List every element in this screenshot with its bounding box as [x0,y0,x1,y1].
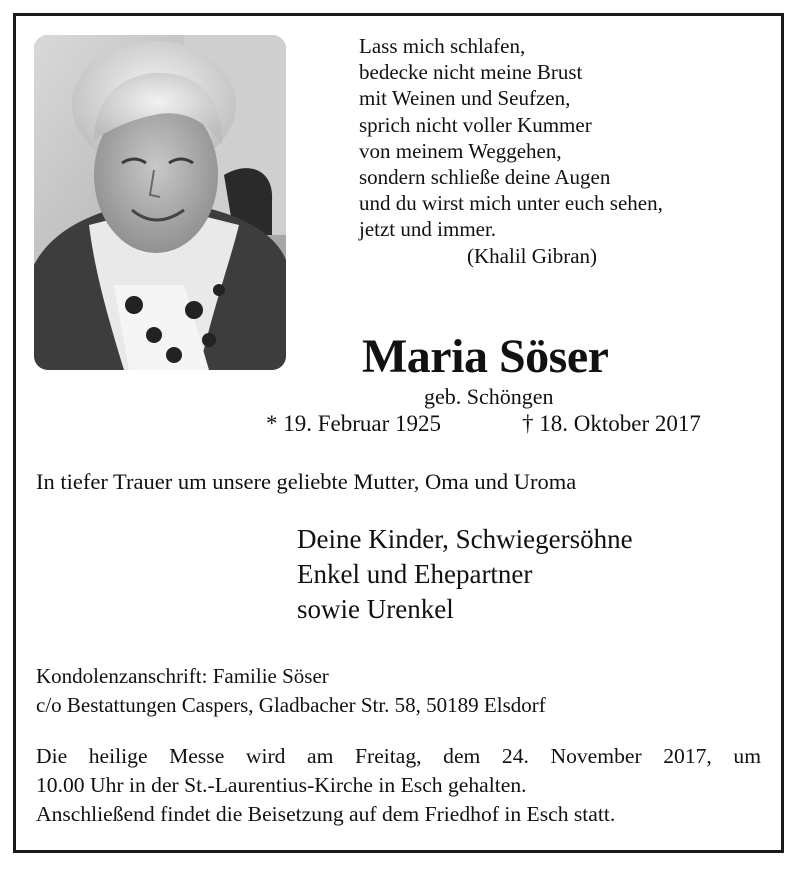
life-dates [266,411,701,437]
portrait-image [34,35,286,370]
mass-line: Anschließend findet die Beisetzung auf dem Friedhof in Esch statt. [36,802,616,826]
mourner-line: Deine Kinder, Schwiegersöhne [297,524,633,554]
condolence-line: c/o Bestattungen Caspers, Gladbacher Str. 58, 50189 Elsdorf [36,693,546,717]
poem-author: (Khalil Gibran) [467,243,598,268]
poem-line: bedecke nicht meine Brust [359,60,583,85]
mourners [297,522,633,627]
poem-line: Lass mich schlafen, [359,34,526,58]
mass-announcement [36,742,761,829]
mass-line: 10.00 Uhr in der St.-Laurentius-Kirche in Esch gehalten. [36,773,527,797]
poem-line: sondern schließe deine Augen [359,165,611,190]
poem [359,33,663,269]
grief-line: In tiefer Trauer um unsere geliebte Mutter, Oma und Uroma [36,469,577,494]
portrait-photo [34,35,286,370]
condolence-line: Kondolenzanschrift: Familie Söser [36,664,329,688]
poem-line: und du wirst mich unter euch sehen, [359,191,663,216]
condolence-address [36,662,546,720]
born-name: geb. Schöngen [424,384,554,409]
poem-line: sprich nicht voller Kummer [359,112,592,137]
death-date: † 18. Oktober 2017 [522,411,701,436]
mourner-line: Enkel und Ehepartner [297,559,533,589]
mourner-line: sowie Urenkel [297,594,454,624]
mass-line: Die heilige Messe wird am Freitag, dem 24. November 2017, um [36,744,761,768]
poem-line: von meinem Weggehen, [359,138,562,163]
poem-line: mit Weinen und Seufzen, [359,86,571,111]
deceased-name: Maria Söser [362,330,609,383]
birth-date: * 19. Februar 1925 [266,411,442,436]
poem-line: jetzt und immer. [359,217,497,242]
